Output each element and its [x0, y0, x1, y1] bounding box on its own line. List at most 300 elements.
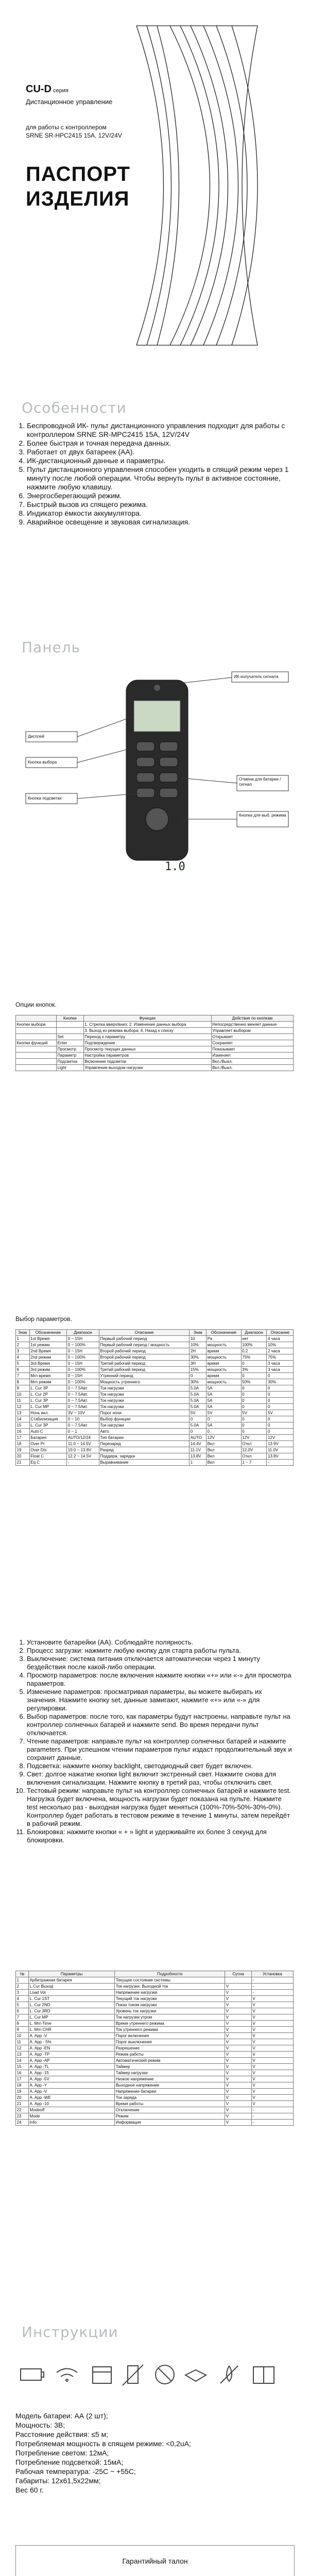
table-cell: V [251, 2082, 293, 2089]
table-cell: Перезаряд [99, 1441, 189, 1447]
table-cell: V [225, 1990, 252, 1996]
param-status-row [16, 2033, 294, 2039]
table-cell: время [207, 1348, 241, 1354]
crossed-phone-icon [123, 2365, 143, 2385]
table-cell: - [251, 1990, 293, 1996]
table-cell: 4 [16, 1996, 29, 2002]
table-cell: 0 [241, 1404, 267, 1410]
table-cell: Батарея [29, 1435, 67, 1441]
table-cell: V [251, 2095, 293, 2101]
table-cell: V [225, 2089, 252, 2095]
table-cell: 3rd Время [29, 1361, 67, 1367]
table-cell: 3% [241, 1367, 267, 1373]
table-cell: Включение подсветки [83, 1059, 211, 1065]
table-cell: - [251, 2120, 293, 2126]
table-cell: Вкл./Выкл. [211, 1065, 293, 1071]
callout-ir-emitter: ИК-излучатель сигнала [234, 674, 279, 679]
param-select-row [16, 1392, 294, 1398]
param-status-row [16, 2089, 294, 2095]
table-cell: V [225, 2052, 252, 2058]
table-cell: V [251, 2045, 293, 2052]
specs [15, 2411, 294, 2495]
table-cell [16, 1046, 57, 1053]
table-cell: V [251, 2039, 293, 2045]
table-cell: Арбитражная батарея [29, 1977, 115, 1984]
wifi-icon [57, 2369, 77, 2382]
instruction-item: 6. Выбор параметров: после того, как параметры будут настроены, направьте пульт на контроллер солнечных батарей и нажмите send. Во время передачи пульт отключается. [27, 1713, 294, 1737]
table-cell: 0 [241, 1416, 267, 1422]
table-cell [16, 1028, 57, 1034]
param-status-row [16, 2058, 294, 2064]
table-cell: 10 [16, 1392, 30, 1398]
table-cell: 0 [241, 1392, 267, 1398]
table-cell: L. Cur ЗР [29, 1398, 67, 1404]
table-cell: Ток нагрузки [99, 1385, 189, 1392]
table-cell: Подтверждение [83, 1040, 211, 1046]
table-cell: 0 [241, 1398, 267, 1404]
table-cell: Уровень ток нагрузки [115, 2008, 225, 2014]
table-header-cell: Описание [267, 1330, 294, 1336]
key-options-caption: Опции кнопок. [15, 1001, 57, 1008]
table-cell: 11 [16, 2039, 29, 2045]
instruction-item: 4. Просмотр параметров: после включения нажмите кнопки «+» или «-» для просмотра параметров. [27, 1671, 294, 1688]
spec-line: Рабочая температура: -25С ~ +55С; [15, 2467, 136, 2476]
panel-diagram [15, 665, 294, 933]
table-cell: Ток нагрузки [99, 1398, 189, 1404]
table-cell: Set [56, 1034, 83, 1040]
instruction-item: 3. Выключение: система питания отключается автоматически через 1 минуту бездействия после какой-либо операции. [27, 1655, 294, 1671]
table-cell: 5 [16, 2002, 29, 2008]
table-cell: 2H [190, 1348, 207, 1354]
table-cell: 7 [16, 2014, 29, 2021]
table-cell: Первый рабочий период / мощность [99, 1342, 189, 1348]
table-cell: Выравнивание [99, 1460, 189, 1466]
table-cell: Порог выключения [115, 2039, 225, 2045]
param-select-row [16, 1367, 294, 1373]
param-select-row [16, 1435, 294, 1441]
table-cell: 11.0V [267, 1447, 294, 1453]
table-cell: Напряжение батареи [115, 2089, 225, 2095]
table-cell: 21 [16, 1460, 30, 1466]
table-cell: время [207, 1373, 241, 1379]
table-cell: A. App -V [29, 2089, 115, 2095]
table-cell: Отключение [115, 2107, 225, 2113]
table-cell: L. Cur 2ND [29, 2002, 115, 2008]
table-cell: 14 [16, 1416, 30, 1422]
table-cell: 22 [16, 2107, 29, 2113]
table-cell: 12V [267, 1435, 294, 1441]
table-cell: Разряд [99, 1447, 189, 1453]
table-cell: 5A [207, 1392, 241, 1398]
table-cell: 0 ~ 100% [67, 1367, 99, 1373]
table-cell: 0 [267, 1429, 294, 1435]
table-cell: мощность [207, 1379, 241, 1385]
table-cell: 0 [241, 1429, 267, 1435]
table-header-row [16, 1971, 294, 1977]
table-cell: Mrn режим [29, 1379, 67, 1385]
table-cell: 9 [16, 1385, 30, 1392]
table-header-cell: Параметры [29, 1971, 115, 1977]
table-cell: 1 ~ 7 [241, 1460, 267, 1466]
brand-line [26, 83, 68, 95]
table-cell: Вкл [207, 1460, 241, 1466]
param-select-row [16, 1336, 294, 1342]
table-cell: V [251, 2058, 293, 2064]
feature-item: 9. Аварийное освещение и звуковая сигнализация. [27, 518, 294, 527]
table-cell: 1 [190, 1460, 207, 1466]
param-select-row [16, 1361, 294, 1367]
callout-indicator: Кнопка для выб. режима [239, 813, 286, 818]
table-header-cell: Кнопки [56, 1015, 83, 1022]
table-cell: Mrn время [29, 1373, 67, 1379]
table-cell: 0 [207, 1416, 241, 1422]
table-header-cell: Описание [99, 1330, 189, 1336]
warranty-box [15, 2545, 295, 2576]
param-status-row [16, 2076, 294, 2082]
table-cell: Настройка параметров [83, 1053, 211, 1059]
table-cell: Вкл [207, 1453, 241, 1460]
table-cell: 10% [267, 1342, 294, 1348]
feature-item: 1. Беспроводной ИК- пульт дистанционного управления подходит для работы с контроллером SRNE SR-MPC2415 15A, 12V/24V [27, 421, 294, 439]
table-cell: V [251, 2008, 293, 2014]
table-cell: 3rd режим [29, 1367, 67, 1373]
table-cell: Ток заряда [115, 2095, 225, 2101]
table-cell [16, 1065, 57, 1071]
param-status-row [16, 2101, 294, 2107]
table-cell: Таймер [115, 2064, 225, 2070]
param-status-row [16, 2082, 294, 2089]
param-select-row [16, 1398, 294, 1404]
table-cell: 5A [207, 1404, 241, 1410]
param-select-row [16, 1447, 294, 1453]
table-cell: 5.0A [190, 1398, 207, 1404]
table-cell: Разрешение [115, 2045, 225, 2052]
compat-line-2: SRNE SR-HPC2415 15A, 12V/24V [26, 132, 122, 139]
table-cell: V [251, 2089, 293, 2095]
param-select-row [16, 1453, 294, 1460]
table-cell: 30% [190, 1379, 207, 1385]
table-cell: Третий рабочий период [99, 1361, 189, 1367]
param-status-row [16, 2021, 294, 2027]
table-cell: 12V [241, 1435, 267, 1441]
table-cell: - [251, 2113, 293, 2120]
param-select-row [16, 1460, 294, 1466]
table-cell: - [251, 1984, 293, 1990]
table-cell: 0 [241, 1422, 267, 1429]
table-cell: L. Cur 1ST [29, 1996, 115, 2002]
table-cell: Стабилизация [29, 1416, 67, 1422]
key-options-table [15, 1015, 294, 1071]
table-header-row [16, 1015, 294, 1022]
table-cell: Автоматический режим [115, 2058, 225, 2064]
table-header-cell: Обозначение [29, 1330, 67, 1336]
table-cell: 0 [267, 1416, 294, 1422]
table-cell: Режим работы [115, 2052, 225, 2058]
table-cell: 20 [16, 1453, 30, 1460]
table-cell: 13.8V [190, 1453, 207, 1460]
param-status-table-wrap [15, 1971, 294, 2126]
table-cell: 3 часа [267, 1367, 294, 1373]
table-header-cell: № [16, 1971, 29, 1977]
table-cell: L.Cur Выход [29, 1984, 115, 1990]
table-cell: 11.0 ~ 14.5V [67, 1441, 99, 1447]
table-cell [16, 1059, 57, 1065]
no-light-icon [156, 2365, 174, 2384]
table-header-cell: Подробности [115, 1971, 225, 1977]
table-cell: Auto C [29, 1429, 67, 1435]
table-cell: 20 [16, 2095, 29, 2101]
table-cell: 6 [16, 2008, 29, 2014]
brand-suffix: серия [52, 88, 68, 94]
no-water-icon [220, 2366, 238, 2383]
table-cell: 0 ~ 7.5Авт. [67, 1404, 99, 1410]
table-cell: AUTO [190, 1435, 207, 1441]
table-cell: 5A [207, 1398, 241, 1404]
param-status-row [16, 2014, 294, 2021]
table-cell: 17 [16, 2076, 29, 2082]
feature-item: 6. Энергосберегающий режим. [27, 492, 294, 500]
table-cell: 1 [16, 1336, 30, 1342]
table-cell: 0 ~ 10 [67, 1416, 99, 1422]
table-cell: V [225, 2008, 252, 2014]
table-cell: 3. Выход из режима выбора; 4. Назад к списку [83, 1028, 211, 1034]
table-cell: V [225, 2045, 252, 2052]
table-cell: V [225, 2064, 252, 2070]
instruction-item: 10. Тестовый режим: направьте пульт на контроллер солнечных батарей и нажмите test. Нагрузка будет включена, мощность нагрузки будет показана на пульте. Нажмите test несколько раз - выходная нагрузка будет меняться (100%-70%-50%-30%-0%). Контроллер будет работать в тестовом режиме в течение 1 минуты, затем перейдёт в рабочий режим. [27, 1787, 294, 1828]
instruction-item: 9. Свет: долгое нажатие кнопки light включит экстренный свет. Нажмите снова для включения сигнализации. Нажмите кнопку в третий раз, чтобы отключить свет. [27, 1770, 294, 1787]
table-cell: мощность [207, 1342, 241, 1348]
callout-set-key: Отмена для батареи / сигнал [239, 777, 281, 787]
param-status-row [16, 2064, 294, 2070]
table-cell: V [225, 2033, 252, 2039]
spec-line: Габариты: 12х61,5х22мм; [15, 2477, 101, 2485]
table-cell: 5V [241, 1410, 267, 1416]
param-select-row [16, 1422, 294, 1429]
param-status-row [16, 2120, 294, 2126]
table-cell: V [225, 2082, 252, 2089]
instruction-item: 1. Установите батарейки (AA). Соблюдайте полярность. [27, 1638, 294, 1647]
key-option-row [16, 1065, 294, 1071]
table-cell: 5V [267, 1410, 294, 1416]
table-cell: 0 ~ 100% [67, 1379, 99, 1385]
table-cell: 10 [16, 2033, 29, 2039]
table-cell: Ра [207, 1336, 241, 1342]
table-cell: Информация [115, 2120, 225, 2126]
table-cell: 12V [207, 1435, 241, 1441]
table-cell: 0 [190, 1373, 207, 1379]
table-cell: Управляет выбором [211, 1028, 293, 1034]
table-cell: 17 [16, 1435, 30, 1441]
param-select-row [16, 1342, 294, 1348]
table-cell: Первый рабочий период [99, 1336, 189, 1342]
key-option-row [16, 1022, 294, 1028]
table-cell: нет [241, 1336, 267, 1342]
spec-line: Потребляемая мощность в спящем режиме: <0,2uA; [15, 2439, 191, 2448]
table-cell: 100% [241, 1342, 267, 1348]
table-cell: 50% [241, 1379, 267, 1385]
param-select-row [16, 1441, 294, 1447]
table-cell: Ток нагрузки [99, 1404, 189, 1410]
table-cell: 15 [16, 1422, 30, 1429]
feature-item: 8. Индикатор ёмкости аккумулятора. [27, 509, 294, 518]
table-cell [225, 1977, 252, 1984]
table-cell: A. App -TL [29, 2064, 115, 2070]
table-cell: 11.1V [190, 1447, 207, 1453]
table-cell: V [225, 2027, 252, 2033]
table-cell: V [225, 2014, 252, 2021]
param-status-row [16, 2095, 294, 2101]
param-status-row [16, 2107, 294, 2113]
table-cell: Ток нагрузки [99, 1422, 189, 1429]
param-status-row [16, 2027, 294, 2033]
table-cell: Ночь вкл. [29, 1410, 67, 1416]
table-cell: 19 [16, 1447, 30, 1453]
param-status-row [16, 2045, 294, 2052]
instruction-item: 11. Блокировка: нажмите кнопки « + » light и удерживайте их более 3 секунд для блокировки. [27, 1828, 294, 1844]
table-cell: 0 [207, 1429, 241, 1435]
table-cell: время [207, 1361, 241, 1367]
table-header-cell: Знак [16, 1330, 30, 1336]
table-cell: L. Cur 2P [29, 1392, 67, 1398]
table-cell: V [251, 2052, 293, 2058]
param-select-row [16, 1404, 294, 1410]
table-cell: 1st режим [29, 1342, 67, 1348]
table-cell: Таймер нагрузки [115, 2070, 225, 2076]
feature-item: 3. Работает от двух батареек (AA). [27, 448, 294, 456]
param-status-row [16, 1996, 294, 2002]
table-header-cell: Диапазон [67, 1330, 99, 1336]
table-cell: 12.2 ~ 14.5V [67, 1453, 99, 1460]
table-cell: Кнопки функций [16, 1040, 57, 1046]
table-cell: 12 [16, 1404, 30, 1410]
table-cell: 19 [16, 2089, 29, 2095]
table-cell: - [267, 1460, 294, 1466]
cover-subtitle: Дистанционное управление [26, 98, 113, 106]
table-cell: Сохраняет [211, 1040, 293, 1046]
key-option-row [16, 1053, 294, 1059]
table-cell: Просмотр текущих данных [83, 1046, 211, 1053]
table-cell: A. App -V [29, 2033, 115, 2039]
instruction-item: 2. Процесс загрузки: нажмите любую кнопку для старта работы пульта. [27, 1647, 294, 1655]
param-select-caption: Выбор параметров. [15, 1315, 72, 1323]
table-cell: 0 ~ 7.5Авт. [67, 1422, 99, 1429]
table-cell: A. App -EN [29, 2045, 115, 2052]
table-cell: 3 часа [267, 1361, 294, 1367]
table-cell: 0 ~ 7.5Авт. [67, 1398, 99, 1404]
table-cell: 23 [16, 2113, 29, 2120]
book-icon [253, 2367, 274, 2383]
key-option-row [16, 1028, 294, 1034]
table-cell: 2 часа [267, 1348, 294, 1354]
table-cell: Мощность утреннего [99, 1379, 189, 1385]
table-cell: Вкл [207, 1441, 241, 1447]
table-cell: 5.0A [190, 1422, 207, 1429]
table-cell: 0 ~ 7.5Авт. [67, 1392, 99, 1398]
callout-light-key: Кнопка подсветки [28, 796, 62, 801]
table-cell: 0 ~ 100% [67, 1354, 99, 1361]
table-cell: Over Pr [29, 1441, 67, 1447]
table-cell [56, 1028, 83, 1034]
table-cell: 5A [207, 1422, 241, 1429]
table-cell: 16 [16, 2070, 29, 2076]
table-cell: 75% [241, 1354, 267, 1361]
table-cell: L. Cur ЗР [29, 1422, 67, 1429]
param-select-row [16, 1416, 294, 1422]
instructions-list-wrap [15, 1638, 294, 1844]
compat-line-1: для работы с контроллером [26, 124, 107, 131]
table-cell: 3 [16, 1990, 29, 1996]
table-cell: Переход к параметру [83, 1034, 211, 1040]
table-cell: Поддерж. зарядка [99, 1453, 189, 1460]
table-cell: 5.0A [190, 1385, 207, 1392]
cover [15, 15, 294, 355]
param-select-row [16, 1429, 294, 1435]
table-cell: 8 [16, 1379, 30, 1385]
warranty-title: Гарантийный талон [122, 2557, 188, 2565]
battery-icon [21, 2369, 44, 2380]
param-select-table [15, 1329, 294, 1466]
table-cell: 14.4V [190, 1441, 207, 1447]
param-status-row [16, 1977, 294, 1984]
table-header-cell [16, 1015, 57, 1022]
table-cell: 1 [16, 1977, 29, 1984]
table-cell: V [225, 2120, 252, 2126]
table-header-cell: Действия по кнопкам [211, 1015, 293, 1022]
table-cell: Ток нагрузки [99, 1392, 189, 1398]
table-cell: Время утреннего режима [115, 2021, 225, 2027]
table-cell: A. App -10 [29, 2101, 115, 2107]
param-status-row [16, 1990, 294, 1996]
table-cell: 15% [190, 1367, 207, 1373]
cover-decorative-lines [15, 15, 294, 355]
param-status-row [16, 2039, 294, 2045]
table-cell: 0 [267, 1385, 294, 1392]
table-cell: V [251, 2101, 293, 2107]
feature-item: 5. Пульт дистанционного управления способен уходить в спящий режим через 1 минуту после любой операции. Чтобы вернуть пульт в активное состояние, нажмите любую клавишу. [27, 465, 294, 492]
table-cell: L. Cur МР [29, 2014, 115, 2021]
table-cell: 0 ~ 15H [67, 1361, 99, 1367]
table-cell: 0 [241, 1373, 267, 1379]
table-cell: мощность [207, 1367, 241, 1373]
table-cell: 0 [190, 1429, 207, 1435]
table-cell: 13 [16, 2052, 29, 2058]
table-cell: V [225, 2113, 252, 2120]
spec-line: Вес 60 г. [15, 2486, 44, 2494]
table-cell: 21 [16, 2101, 29, 2107]
instruction-item: 5. Изменение параметров: просматривая параметры, вы можете выбирать их значения. Нажмите кнопку set, данные замигают, нажмите «+» или «-» для регулировки. [27, 1688, 294, 1713]
table-cell: Кнопки выбора [16, 1022, 57, 1028]
spec-line: Расстояние действия: ≤5 м; [15, 2430, 109, 2438]
table-cell: 18 [16, 2082, 29, 2089]
table-cell: 24 [16, 2120, 29, 2126]
table-cell: Выбор функции [99, 1416, 189, 1422]
table-cell: Enter [56, 1040, 83, 1046]
table-cell: 12.0V [241, 1447, 267, 1453]
table-cell: 0 ~ 15H [67, 1336, 99, 1342]
table-cell: 0 [267, 1398, 294, 1404]
table-cell: A. App -5V [29, 2076, 115, 2082]
table-cell: 0 ~ 15H [67, 1348, 99, 1354]
table-cell: Параметр [56, 1053, 83, 1059]
table-cell: 0 [267, 1392, 294, 1398]
features-list [15, 421, 294, 527]
table-cell: 0 ~ 1 [67, 1429, 99, 1435]
param-status-row [16, 2008, 294, 2014]
table-cell: - [67, 1460, 99, 1466]
table-cell: 13.9V [267, 1441, 294, 1447]
table-cell: Утренний период [99, 1373, 189, 1379]
table-cell: 0.2 [241, 1348, 267, 1354]
